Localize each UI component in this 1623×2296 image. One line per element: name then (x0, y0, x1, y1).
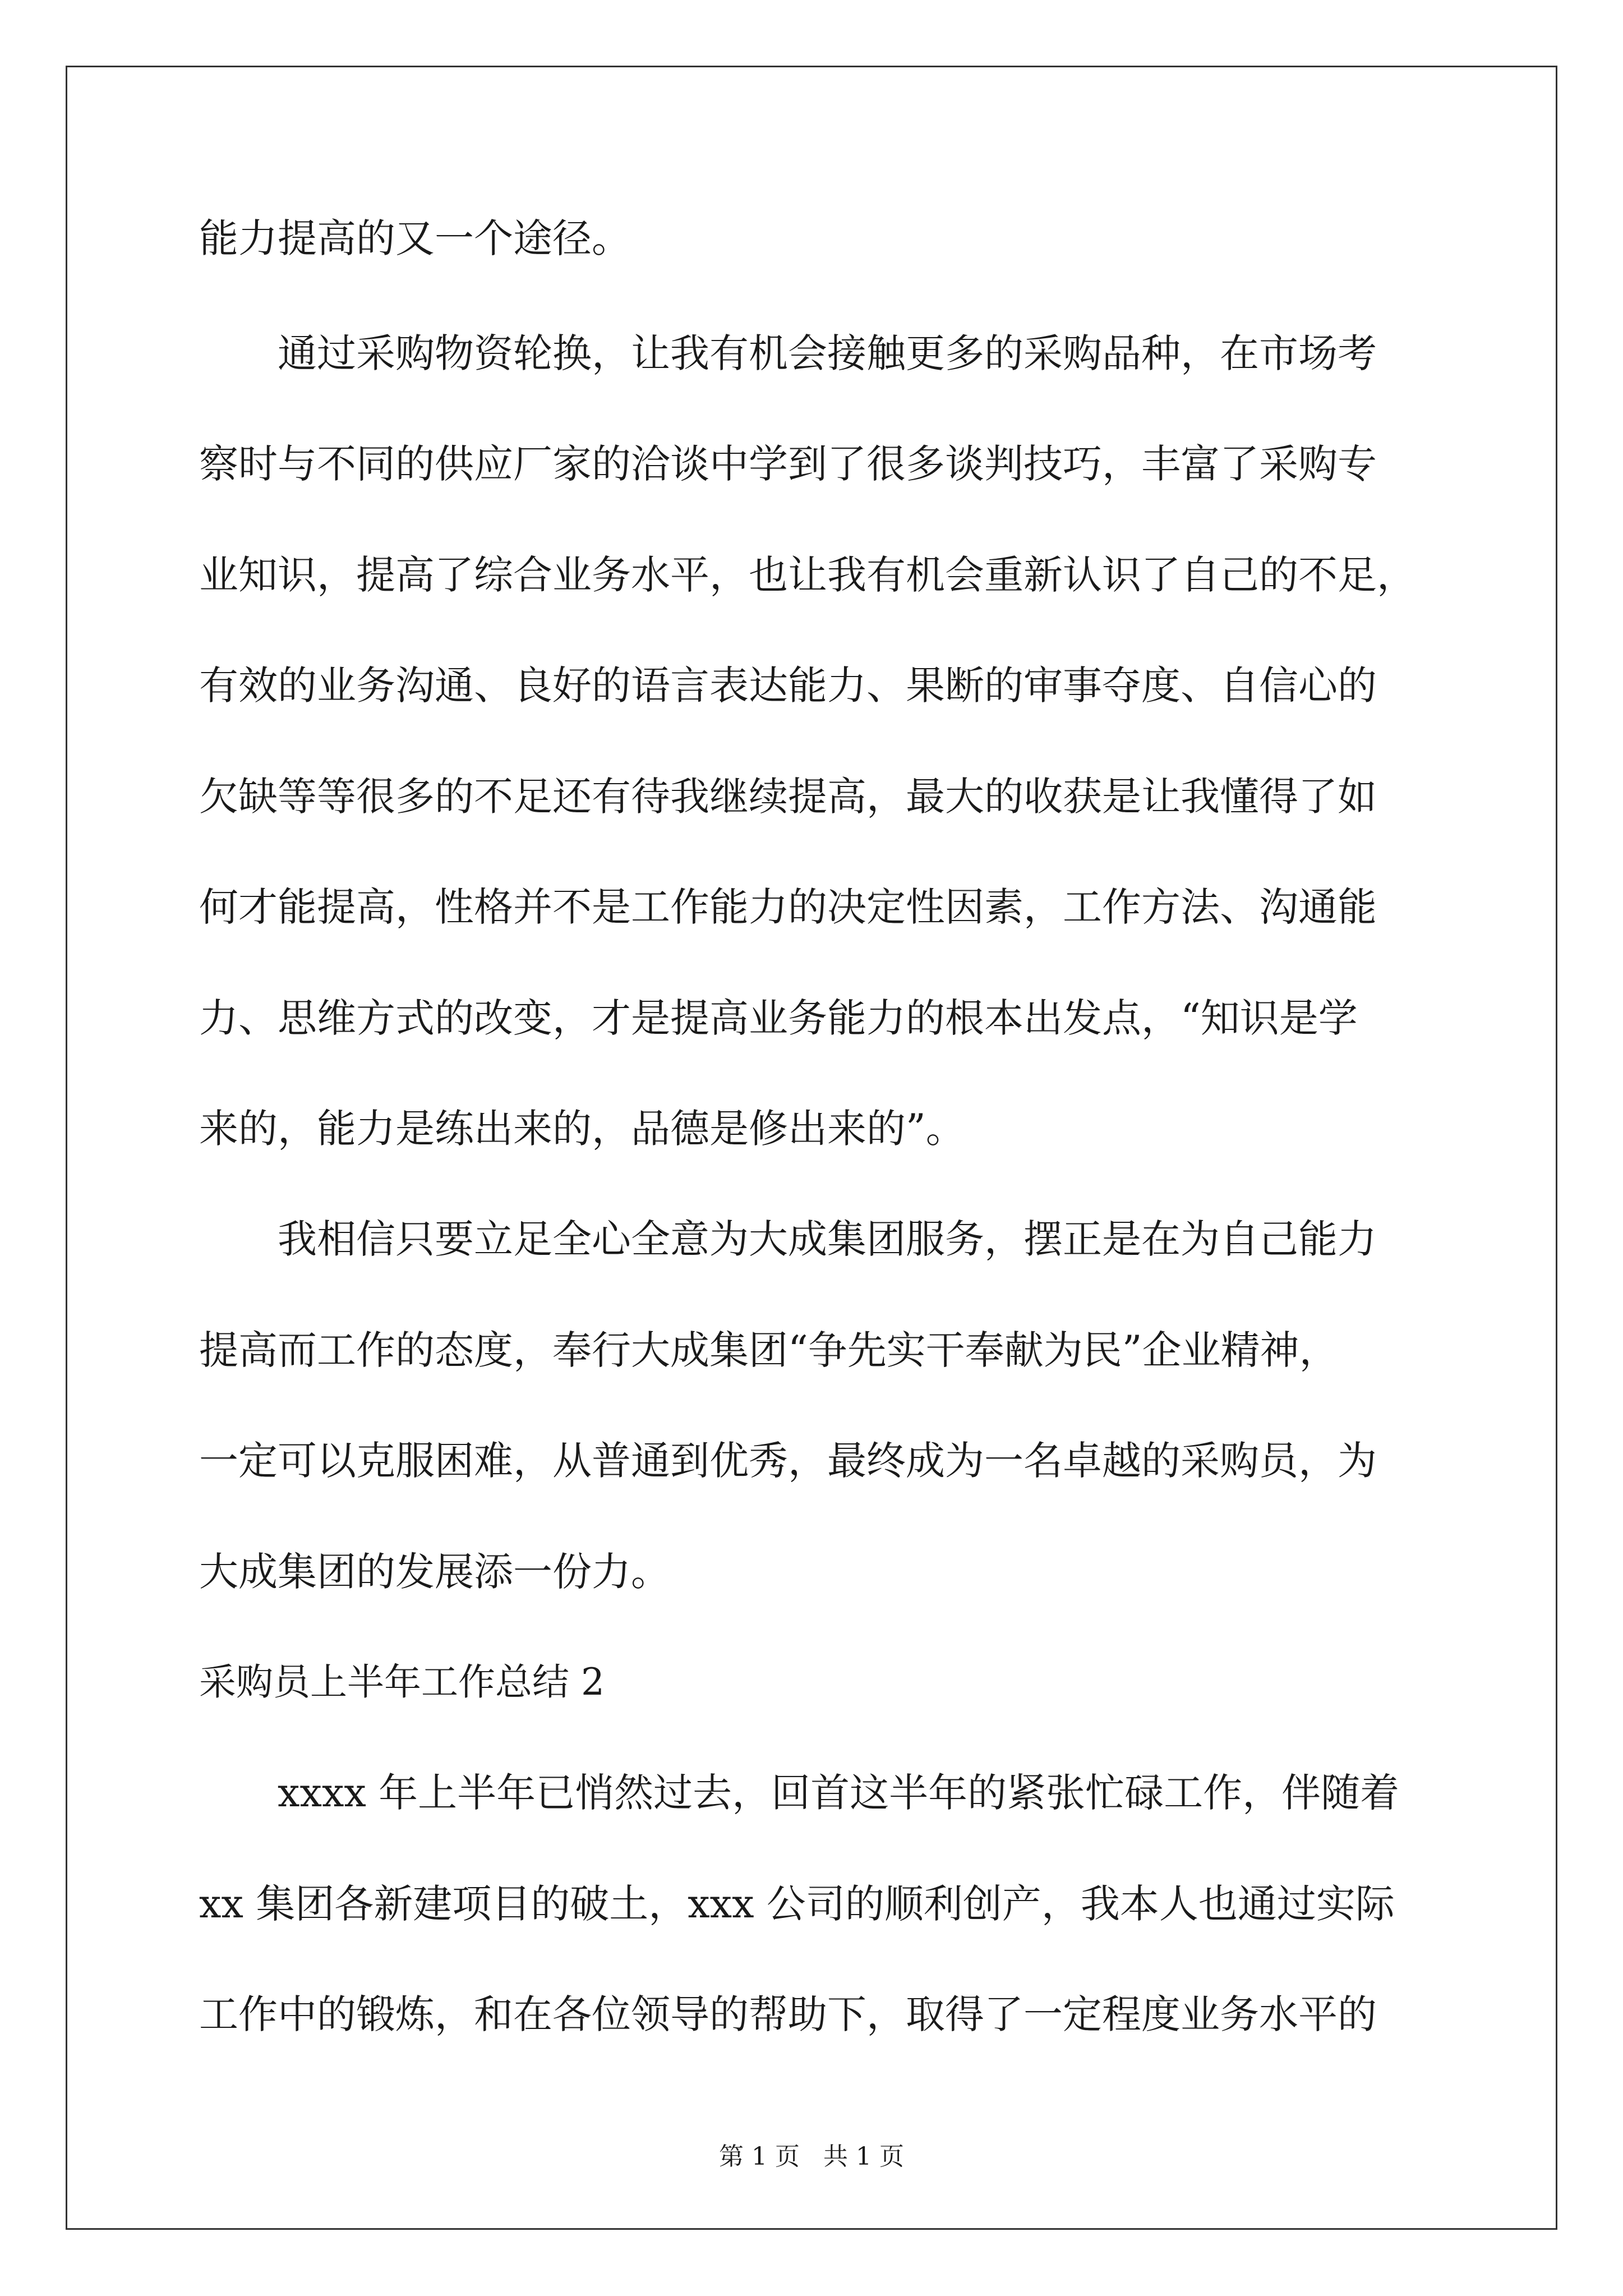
body-line: 力、思维方式的改变，才是提高业务能力的根本出发点，“知识是学 (199, 995, 1358, 1041)
body-line: 能力提高的又一个途径。 (199, 215, 631, 261)
body-line: 提高而工作的态度，奉行大成集团“争先实干奉献为民”企业精神， (199, 1327, 1339, 1373)
body-line: 业知识，提高了综合业务水平，也让我有机会重新认识了自己的不足， (199, 552, 1416, 598)
body-line: 一定可以克服困难，从普通到优秀，最终成为一名卓越的采购员，为 (199, 1438, 1377, 1484)
body-line: 欠缺等等很多的不足还有待我继续提高，最大的收获是让我懂得了如 (199, 774, 1377, 820)
paragraph-first-line: xxxx 年上半年已悄然过去，回首这半年的紧张忙碌工作，伴随着 (278, 1770, 1400, 1816)
body-line: 大成集团的发展添一份力。 (199, 1549, 670, 1595)
body-line: 有效的业务沟通、良好的语言表达能力、果断的审事夺度、自信心的 (199, 662, 1377, 708)
page-footer: 第 1 页 共 1 页 (719, 2142, 904, 2171)
section-heading: 采购员上半年工作总结 2 (199, 1660, 605, 1704)
body-line: 工作中的锻炼，和在各位领导的帮助下，取得了一定程度业务水平的 (199, 1991, 1377, 2037)
body-line: 来的，能力是练出来的，品德是修出来的”。 (199, 1106, 965, 1152)
body-line: 何才能提高，性格并不是工作能力的决定性因素，工作方法、沟通能 (199, 884, 1377, 930)
body-line: 察时与不同的供应厂家的洽谈中学到了很多谈判技巧，丰富了采购专 (199, 441, 1377, 487)
paragraph-first-line: 通过采购物资轮换，让我有机会接触更多的采购品种，在市场考 (278, 330, 1377, 376)
body-line: xx 集团各新建项目的破土，xxx 公司的顺利创产，我本人也通过实际 (199, 1881, 1395, 1927)
paragraph-first-line: 我相信只要立足全心全意为大成集团服务，摆正是在为自己能力 (278, 1216, 1377, 1262)
